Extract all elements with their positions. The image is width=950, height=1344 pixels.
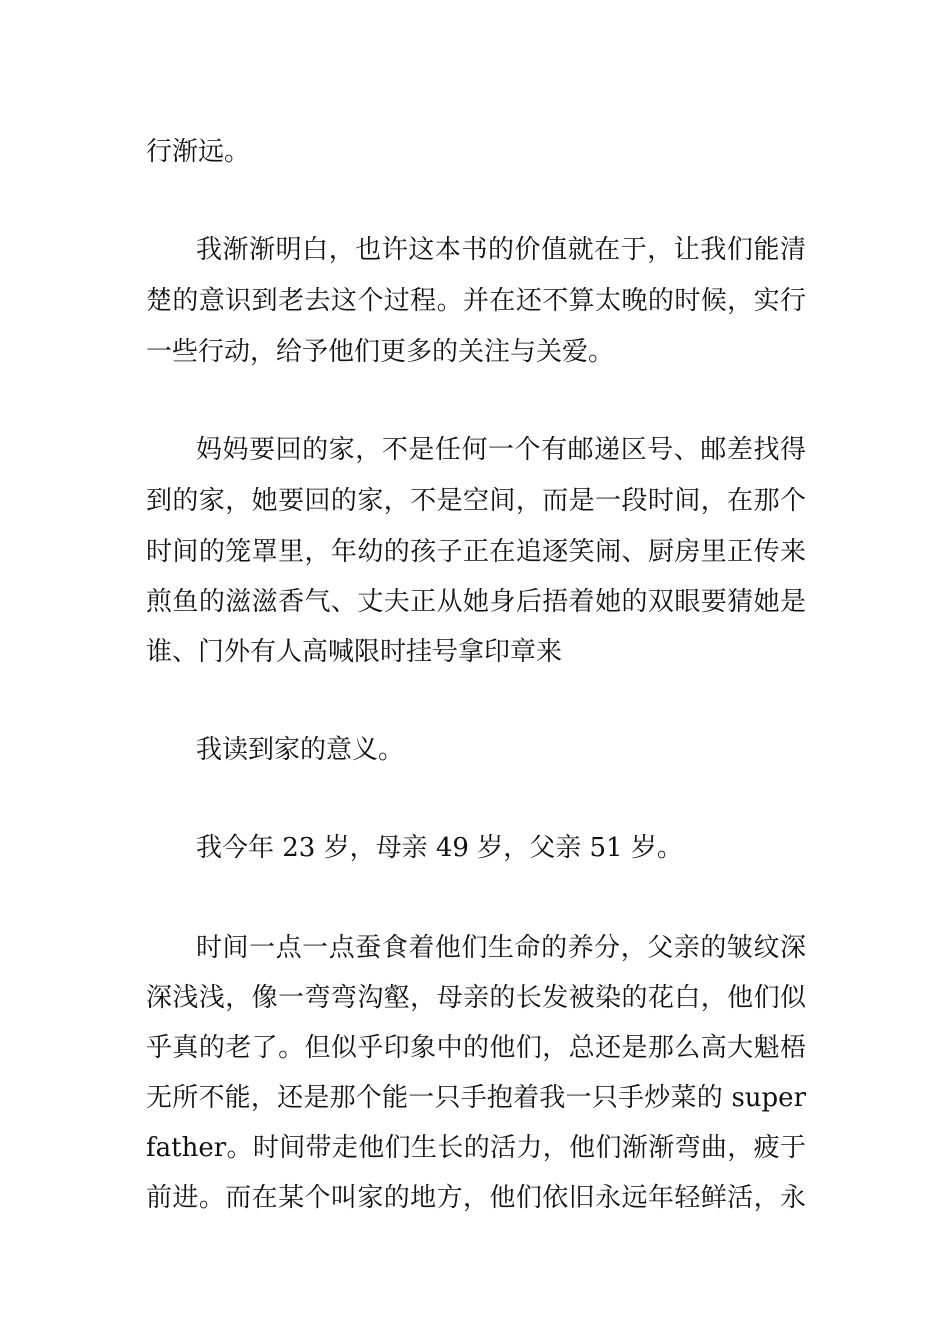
paragraph-line: 时间一点一点蚕食着他们生命的养分，父亲的皱纹深 bbox=[196, 933, 806, 963]
paragraph-line: 无所不能，还是那个能一只手抱着我一只手炒菜的 super bbox=[146, 1083, 806, 1113]
paragraph-line: 时间的笼罩里，年幼的孩子正在追逐笑闹、厨房里正传来 bbox=[146, 537, 806, 567]
paragraph-line: father。时间带走他们生长的活力，他们渐渐弯曲，疲于 bbox=[146, 1133, 806, 1163]
paragraph-line: 谁、门外有人高喊限时挂号拿印章来 bbox=[146, 637, 563, 667]
paragraph-line: 深浅浅，像一弯弯沟壑，母亲的长发被染的花白，他们似 bbox=[146, 983, 806, 1013]
paragraph-line: 一些行动，给予他们更多的关注与关爱。 bbox=[146, 337, 615, 367]
paragraph-line: 行渐远。 bbox=[146, 137, 251, 167]
paragraph-line: 我渐渐明白，也许这本书的价值就在于，让我们能清 bbox=[196, 235, 806, 265]
paragraph-line: 我今年 23 岁，母亲 49 岁，父亲 51 岁。 bbox=[196, 833, 683, 863]
paragraph-line: 煎鱼的滋滋香气、丈夫正从她身后捂着她的双眼要猜她是 bbox=[146, 587, 806, 617]
paragraph-line: 楚的意识到老去这个过程。并在还不算太晚的时候，实行 bbox=[146, 286, 806, 316]
paragraph-line: 妈妈要回的家，不是任何一个有邮递区号、邮差找得 bbox=[196, 435, 806, 465]
paragraph-line: 乎真的老了。但似乎印象中的他们，总还是那么高大魁梧 bbox=[146, 1033, 806, 1063]
paragraph-line: 前进。而在某个叫家的地方，他们依旧永远年轻鲜活，永 bbox=[146, 1183, 806, 1213]
paragraph-line: 我读到家的意义。 bbox=[196, 735, 405, 765]
paragraph-line: 到的家，她要回的家，不是空间，而是一段时间，在那个 bbox=[146, 486, 806, 516]
